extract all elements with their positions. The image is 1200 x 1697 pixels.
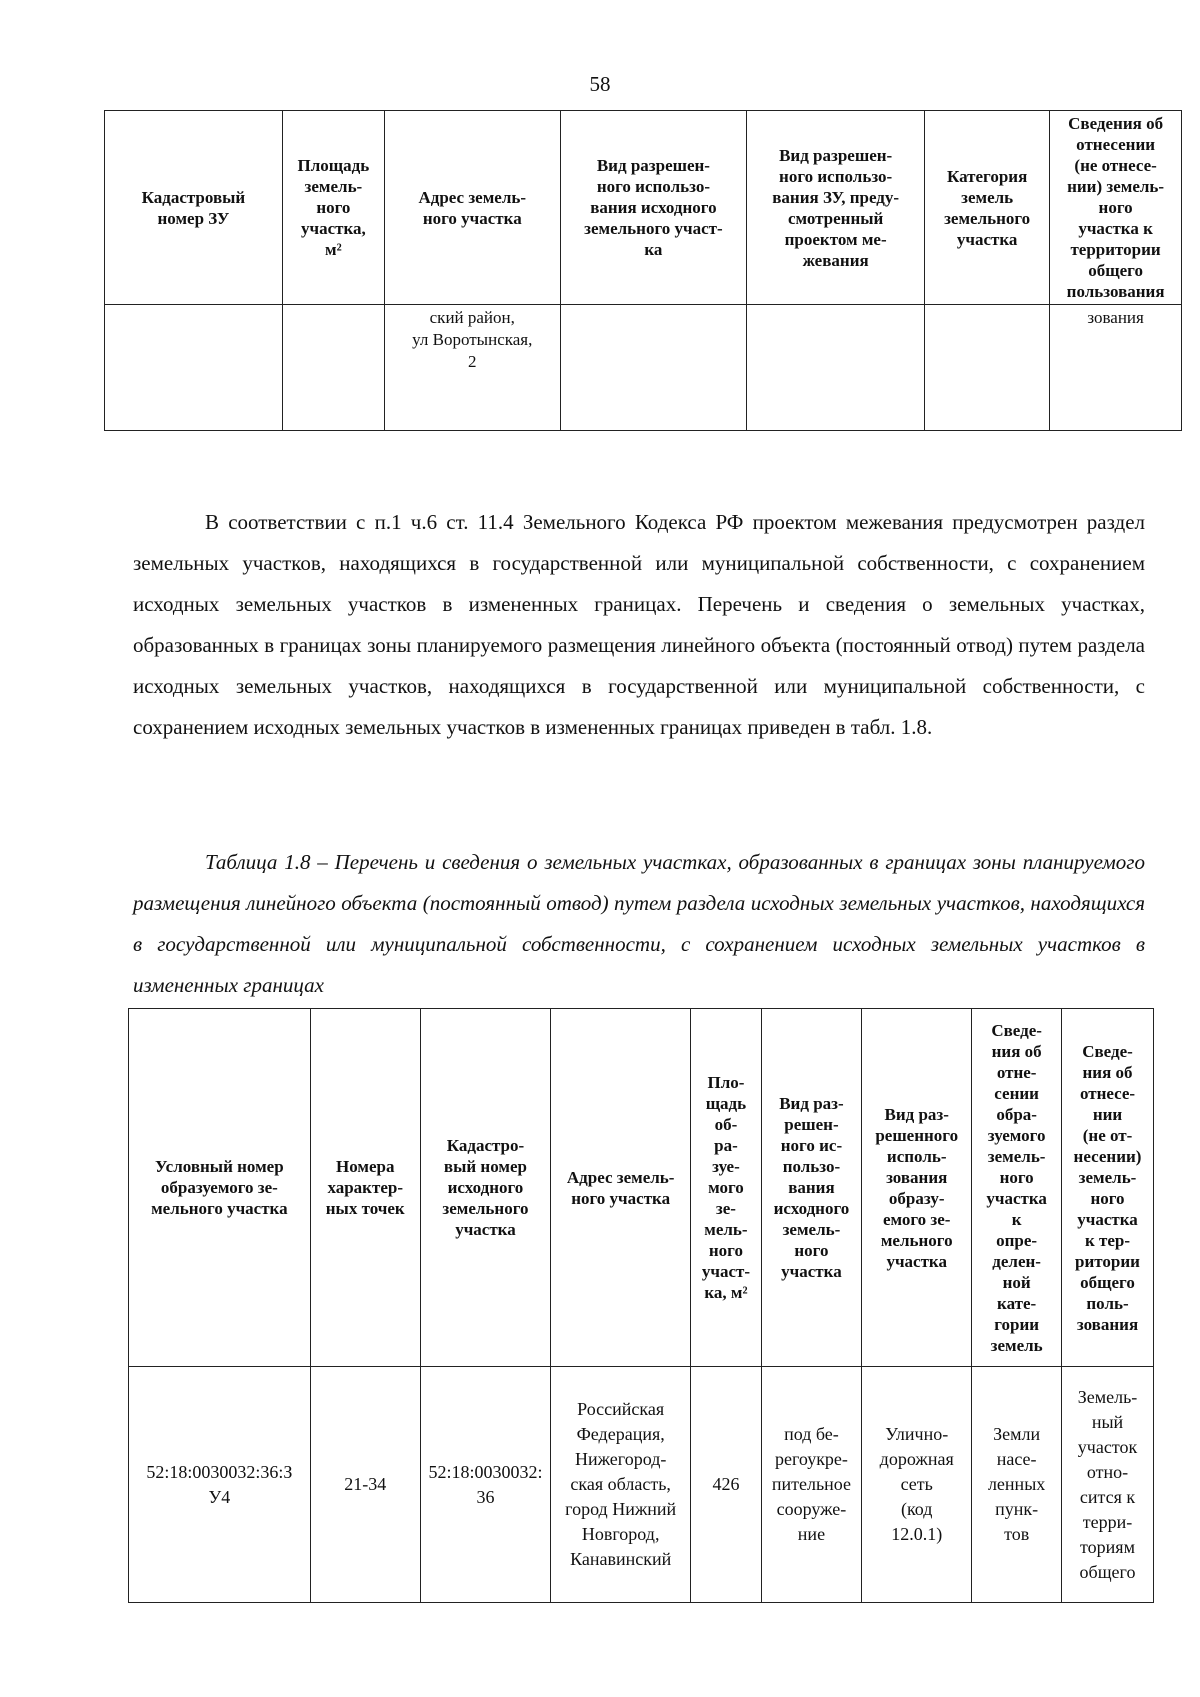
table-cell-conditional-number: 52:18:0030032:36:З У4 (129, 1367, 311, 1603)
header-land-category: Категория земель земельного участка (925, 111, 1050, 305)
table-header-row (105, 111, 1182, 305)
land-plots-table (128, 1008, 1154, 1603)
header-category: Сведе- ния об отне- сении обра- зуемого земель- ного участка к опре- делен- ной кате- гории земель (972, 1009, 1062, 1367)
header-new-use: Вид раз- решенного исполь- зования образу- емого зе- мельного участка (862, 1009, 972, 1367)
table-cell (925, 305, 1050, 431)
table-caption (133, 842, 1145, 1006)
table-cell (105, 305, 283, 431)
table-header-row (129, 1009, 1154, 1367)
page-number: 58 (589, 72, 611, 96)
body-paragraph (133, 502, 1145, 748)
table-cell-area: 426 (691, 1367, 762, 1603)
table-cell-original-cadastral: 52:18:0030032: 36 (420, 1367, 550, 1603)
header-address: Адрес земель- ного участка (551, 1009, 691, 1367)
body-paragraph-text: В соответствии с п.1 ч.6 ст. 11.4 Земельного Кодекса РФ проектом межевания предусмотрен раздел земельных участков, находящихся в государственной или муниципальной собственности, с сохранением исходных земельных участков в измененных границах. Перечень и сведения о земельных участках, образованных в границах зоны планируемого размещения линейного объекта (постоянный отвод) путем раздела исходных земельных участков, находящихся в государственной или муниципальной собственности, с сохранением исходных земельных участков в измененных границах приведен в табл. 1.8. (133, 510, 1145, 739)
table-cell-original-use: под бе- регоукре- пительное сооруже- ние (761, 1367, 861, 1603)
header-area: Пло- щадь об- ра- зуе- мого зе- мель- ного участ- ка, м² (691, 1009, 762, 1367)
header-original-use: Вид разрешен- ного использо- вания исходного земельного участ- ка (560, 111, 747, 305)
table-caption-text: Таблица 1.8 – Перечень и сведения о земельных участках, образованных в границах зоны планируемого размещения линейного объекта (постоянный отвод) путем раздела исходных земельных участков, находящихся в государственной или муниципальной собственности, с сохранением исходных земельных участков в измененных границах (133, 850, 1145, 997)
header-address: Адрес земель- ного участка (384, 111, 560, 305)
header-cadastral-number: Кадастровый номер ЗУ (105, 111, 283, 305)
table-cell-category: Земли насе- ленных пунк- тов (972, 1367, 1062, 1603)
header-original-use: Вид раз- решен- ного ис- пользо- вания исходного земель- ного участка (761, 1009, 861, 1367)
header-conditional-number: Условный номер образуемого зе- мельного участка (129, 1009, 311, 1367)
header-area: Площадь земель- ного участка, м² (282, 111, 384, 305)
header-public-use: Сведения об отнесении (не отнесе- нии) земель- ного участка к территории общего пользования (1050, 111, 1182, 305)
header-public-use: Сведе- ния об отнесе- нии (не от- несении) земель- ного участка к тер- ритории общего поль- зования (1062, 1009, 1154, 1367)
header-points: Номера характер- ных точек (310, 1009, 420, 1367)
table-cell-points: 21-34 (310, 1367, 420, 1603)
table-row (105, 305, 1182, 431)
table-cell-public-use: Земель- ный участок отно- сится к терри- ториям общего (1062, 1367, 1154, 1603)
table-cell-address: Российская Федерация, Нижегород- ская область, город Нижний Новгород, Канавинский (551, 1367, 691, 1603)
table-row (129, 1367, 1154, 1603)
table-cell (747, 305, 925, 431)
table-cell-address: ский район, ул Воротынская, 2 (384, 305, 560, 431)
header-original-cadastral: Кадастро- вый номер исходного земельного участка (420, 1009, 550, 1367)
table-cell-new-use: Улично- дорожная сеть (код 12.0.1) (862, 1367, 972, 1603)
table-cell (282, 305, 384, 431)
header-planned-use: Вид разрешен- ного использо- вания ЗУ, преду- смотренный проектом ме- жевания (747, 111, 925, 305)
table-cell (560, 305, 747, 431)
continued-table (104, 110, 1182, 431)
table-cell-public-use: зования (1050, 305, 1182, 431)
